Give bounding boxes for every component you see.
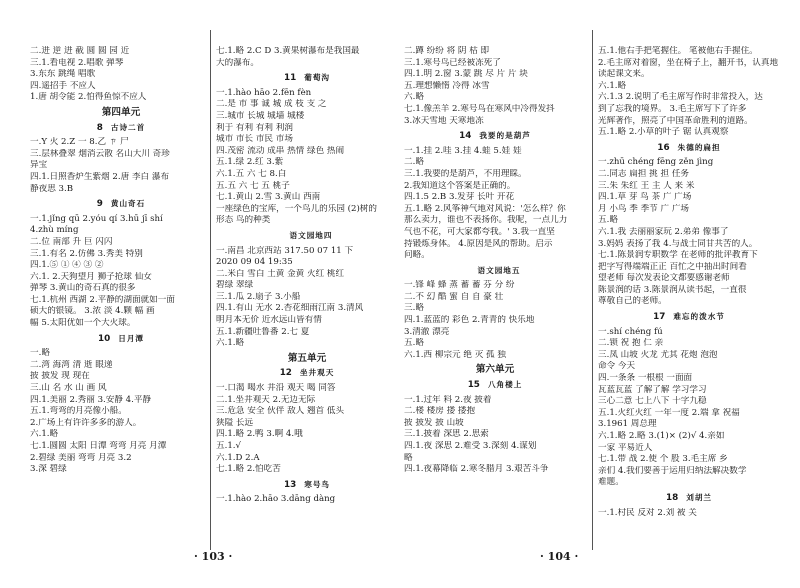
answer-line: 六.1.略 [216, 338, 245, 349]
answer-line: 2.广场上有许许多多的游人。 [30, 417, 142, 428]
lesson-title: 八角楼上 [487, 380, 523, 390]
answer-line: 六.略 [404, 92, 424, 103]
answer-line: 三.1.瓜 2.扇子 3.小船 [216, 291, 301, 302]
answer-column-4 [598, 46, 780, 546]
lesson-heading [216, 367, 398, 380]
answer-line: 二.楼 楼房 搂 搂抱 [404, 406, 476, 417]
answer-line: 五.1.√ [216, 441, 242, 451]
lesson-heading [598, 311, 780, 324]
lesson-heading [598, 492, 780, 505]
answer-line: 3.清澈 漂亮 [404, 326, 450, 337]
answer-line: 披 披发 披 山坡 [404, 417, 464, 428]
lesson-number: 10 [97, 333, 111, 344]
answer-line: 难题。 [598, 477, 624, 488]
lesson-number: 15 [467, 380, 480, 391]
answer-line: 4.zhù míng [30, 225, 79, 236]
answer-line: 五.1.弯弯的月亮像小船。 [30, 406, 127, 417]
answer-column-2 [216, 46, 398, 546]
answer-line: 一.略 [30, 348, 50, 359]
answer-line: 一.南昌 北京西站 317.50 07 11 下 [216, 245, 354, 256]
answer-line: 七.1.略 2.C D 3.黄果树瀑布是我国最 [216, 46, 360, 56]
page-number-right: · 104 · [540, 550, 579, 563]
answer-line: 三.1.我要的是葫芦，不用理睬。 [404, 168, 527, 179]
answer-line: 光辉著作，照亮了中国革命胜利的道路。 [598, 115, 753, 126]
answer-line: 六.1.D 2.A [216, 452, 260, 463]
answer-line: 五.1.绿 2.红 3.紫 [216, 157, 284, 168]
answer-line: 四.1.5 2.B 3.发芽 长叶 开花 [404, 192, 515, 203]
answer-line: 略 [404, 452, 413, 463]
answer-line: 七.1.像羔羊 2.寒号鸟在寒风中冷得发抖 [404, 103, 555, 114]
lesson-number: 12 [279, 368, 292, 379]
answer-line: 二.锁 祝 抱 仁 亲 [598, 338, 664, 349]
lesson-heading [404, 379, 586, 392]
answer-line: 七.1.杭州 西湖 2.平静的湖面就如一面 [30, 294, 175, 305]
lesson-number: 14 [459, 131, 472, 142]
answer-line: 四.1.美丽 2.秀丽 3.安静 4.平静 [30, 394, 152, 405]
answer-line: 陈景润的话 3.陈景润从读书起，一直很 [598, 284, 747, 295]
lesson-title: 日月潭 [118, 333, 145, 343]
answer-line: 问略。 [404, 250, 430, 261]
answer-line: 明月本无价 近水远山皆有情 [216, 315, 322, 326]
lesson-heading [30, 122, 212, 135]
answer-line: 异宝 [30, 160, 48, 171]
answer-line: 四.1.日照香炉生紫烟 2.唐 李白 瀑布 [30, 171, 170, 182]
lesson-heading [598, 142, 780, 155]
answer-line: 一.1.jǐng qū 2.yóu qí 3.hū jī shí [30, 213, 163, 224]
answer-line: 三.1.寒号鸟已经被冻死了 [404, 57, 501, 68]
answer-line: 碧绿 翠绿 [216, 280, 254, 291]
answer-line: 四.1.略 2.鸭 3.啊 4.哦 [216, 429, 303, 440]
answer-line: 三.城市 长城 城墙 城楼 [216, 110, 305, 121]
answer-line: 二.米白 雪白 土黄 金黄 火红 桃红 [216, 268, 345, 279]
answer-line: 一.1.村民 反对 2.刘 被 关 [598, 507, 697, 518]
answer-line: 二.湾 海湾 清 逝 眼递 [30, 359, 113, 370]
answer-line: 那么卖力，谁也不表扬你。我呢，一点儿力 [404, 215, 568, 226]
answer-line: 五.1.他右手把笔握住。 笔被他右手握住。 [598, 46, 758, 56]
answer-line: 3.妈妈 表扬了我 4.与战士同甘共苦的人。 [598, 238, 758, 249]
answer-line: 六.1.略 [30, 429, 59, 440]
lesson-number: 17 [653, 312, 666, 323]
answer-line: 六.1. 2.天狗望月 狮子抢球 仙女 [30, 271, 152, 282]
answer-line: 六.1.略 [598, 80, 627, 91]
answer-line: 2.碧绿 美丽 弯弯 月亮 3.2 [30, 452, 132, 463]
answer-column-1 [30, 46, 212, 546]
answer-line: 一.1.过年 料 2.夜 披着 [404, 394, 492, 405]
lesson-title: 难忘的泼水节 [673, 312, 725, 322]
answer-line: 静夜思 3.B [30, 183, 74, 194]
answer-line: 二.1.坐井观天 2.无边无际 [216, 394, 316, 405]
answer-column-3 [404, 46, 586, 546]
answer-line: 狭隘 长远 [216, 417, 254, 428]
answer-line: 四.茂密 流动 成串 热情 绿色 热闹 [216, 145, 345, 156]
lesson-title: 坐井观天 [299, 368, 335, 378]
answer-line: 五.略 [404, 338, 424, 349]
answer-line: 持锻炼身体。 4.原因是风的帮助。启示 [404, 238, 553, 249]
answer-line: 望老师 每次发表论文都要感谢老师 [598, 273, 730, 284]
lesson-number: 13 [283, 479, 297, 490]
answer-line: 气也不花，可大家都夸我。' 3.我一直坚 [404, 226, 555, 237]
answer-line: 二.进 逆 进 截 圆 圆 园 近 [30, 46, 130, 56]
answer-line: 1.唐 胡令能 2.怕得鱼惊不应人 [30, 92, 147, 103]
answer-line: 三.山 名 水 山 画 风 [30, 383, 107, 394]
lesson-number: 8 [96, 122, 103, 133]
answer-line: 五.1.略 2.风筝神气地对风说：'怎么样？你 [404, 203, 566, 214]
answer-line: 三.略 [404, 303, 424, 314]
lesson-title: 古诗二首 [110, 122, 146, 132]
lesson-title: 我要的是葫芦 [479, 131, 531, 141]
answer-line: 六.1.我 去丽丽家玩 2.弟弟 像事了 [598, 226, 729, 237]
answer-line: 六.1.略 2.略 3.(1)× (2)√ 4.亲如 [598, 431, 725, 441]
answer-line: 三.1.披着 深思 2.思索 [404, 429, 489, 440]
answer-line: 城市 市长 市民 市场 [216, 134, 293, 145]
page-number-left: · 103 · [194, 550, 233, 563]
answer-line: 一.Y 火 2.Z 一 8.乙 ㄗ 尸 [30, 137, 129, 148]
answer-line: 四.1.蓝蓝的 彩色 2.青青的 快乐地 [404, 315, 535, 326]
answer-line: 月 小鸟 季 季节 广 广场 [598, 203, 690, 214]
column-divider-right [592, 30, 593, 550]
lesson-title: 刘胡兰 [686, 492, 713, 502]
answer-line: 二.同志 扁担 挑 担 任务 [598, 168, 690, 179]
answer-line: 3.1961 周总理 [598, 419, 657, 430]
answer-line: 五.1.略 2.小草的叶子 锯 认真观察 [598, 127, 729, 138]
answer-line: 七.1.带 战 2.使 个 股 3.毛主席 乡 [598, 454, 728, 465]
answer-line: 七.1.略 2.怕吃苦 [216, 464, 281, 475]
answer-line: 三.危急 安全 伙伴 敌人 翘首 低头 [216, 406, 345, 417]
answer-line: 六.1.西 柳宗元 绝 灭 孤 独 [404, 349, 506, 360]
answer-line: 七.1.陈景润专职数学 在老师的批评教育下 [598, 250, 758, 261]
lesson-heading [216, 479, 398, 492]
answer-line: 二.是 市 事 诚 城 成 枝 支 之 [216, 99, 327, 110]
lesson-title: 寒号鸟 [304, 479, 331, 489]
answer-line: 一家 平易近人 [598, 442, 653, 453]
answer-line: 大的瀑布。 [216, 57, 259, 68]
lesson-number: 16 [657, 142, 670, 153]
unit-heading: 第四单元 [101, 106, 141, 118]
lesson-title: 语文园地四 [289, 230, 333, 240]
answer-line: 弹琴 3.黄山的奇石真的很多 [30, 283, 136, 294]
answer-line: 2020 09 04 19:35 [216, 257, 293, 268]
answer-line: 二.不 幻 酷 蜜 自 自 豪 壮 [404, 291, 504, 302]
answer-line: 五.1.火红火红 一年一度 2.端 拿 祝福 [598, 407, 740, 418]
answer-line: 披 披发 现 现在 [30, 371, 90, 382]
answer-line: 一.zhū chéng fēng zěn jìng [598, 157, 714, 168]
answer-line: 七.1.圆圆 太阳 日潭 弯弯 月亮 月潭 [30, 441, 167, 451]
answer-line: 三心二意 七上八下 十字九稳 [598, 396, 707, 407]
lesson-heading [30, 198, 212, 211]
lesson-heading [216, 72, 398, 85]
answer-line: 亲们 4.我们要善于运用归纳法解决数学 [598, 465, 747, 476]
answer-line: 幅 5.太阳优如一个大火球。 [30, 318, 136, 329]
lesson-number: 9 [96, 199, 103, 210]
answer-line: 读起课文来。 [598, 69, 650, 80]
answer-line: 二.位 南部 升 巨 闪闪 [30, 236, 113, 247]
answer-line: 到了忘我的境界。 3.毛主席写下了许多 [598, 103, 747, 114]
answer-line: 六.1.3 2.说明了毛主席写作时非常投入，达 [598, 92, 763, 103]
answer-line: 一.shí chéng fú [598, 326, 663, 337]
answer-line: 利于 有利 有利 利润 [216, 122, 293, 133]
answer-line: 四.1.夜 深思 2.难受 3.深刻 4.谋划 [404, 441, 537, 451]
answer-line: 五.五 六 七 五 桃子 [216, 180, 290, 191]
answer-line: 命令 今天 [598, 361, 636, 372]
answer-line: 四.1.明 2.窗 3.蒙 跳 尽 片 片 块 [404, 69, 528, 80]
answer-line: 三.1.有名 2.仿佛 3.秀美 特别 [30, 248, 143, 259]
answer-line: 硕大的银镜。 3.浓 淡 4.颗 幅 画 [30, 306, 155, 317]
lesson-title: 朱德的扁担 [677, 142, 721, 152]
lesson-heading [216, 230, 398, 243]
answer-line: 一.口渴 喝水 井沿 观天 喝 同答 [216, 383, 336, 394]
lesson-heading [404, 130, 586, 143]
answer-line: 四.1.有山 无水 2.杏花细雨江南 3.清风 [216, 303, 364, 314]
answer-line: 形态 鸟的种类 [216, 215, 271, 226]
answer-line: 三.层林叠翠 烟消云散 名山大川 奇珍 [30, 148, 170, 159]
lesson-number: 11 [283, 73, 297, 84]
answer-line: 五.1.新疆吐鲁番 2.七 夏 [216, 326, 310, 337]
lesson-title: 黄山奇石 [110, 199, 146, 209]
answer-line: 三.1.看电视 2.唱歌 弹琴 [30, 57, 124, 68]
answer-line: 瓦蓝瓦蓝 了解了解 学习学习 [598, 384, 707, 395]
unit-heading: 第五单元 [287, 352, 327, 364]
answer-line: 六.1.五 六 七 8.白 [216, 168, 287, 179]
answer-line: 五.略 [598, 215, 618, 226]
unit-heading: 第六单元 [475, 364, 515, 376]
answer-line: 一.1.hào 2.hāo 3.dāng dàng [216, 494, 336, 505]
answer-line: 一.1.挂 2.哇 3.挂 4.蛙 5.娃 娃 [404, 145, 522, 156]
answer-line: 四.遥招手 不应人 [30, 80, 96, 91]
answer-line: 2.毛主席对着窗，坐在椅子上，翻开书，认真地 [598, 57, 779, 68]
answer-line: 2.我知道这个答案是正确的。 [404, 180, 516, 191]
answer-line: 一座绿色的宝库，一个鸟儿的乐园 (2)树的 [216, 203, 377, 214]
answer-line: 四.1.⑤ ① ④ ③ ② [30, 260, 104, 271]
answer-line: 一.1.hào hāo 2.fēn fèn [216, 87, 312, 98]
answer-line: 3.深 碧绿 [30, 464, 67, 475]
answer-line: 尊敬自己的老师。 [598, 296, 667, 307]
answer-line: 二.蹲 纷纷 将 阴 枯 即 [404, 46, 490, 56]
answer-line: 二.略 [404, 157, 424, 168]
answer-line: 五.理想懒惰 冷得 冰雪 [404, 80, 490, 91]
answer-line: 3.冰天雪地 天寒地冻 [404, 115, 484, 126]
answer-line: 四.一条条 一根根 一面面 [598, 373, 693, 384]
lesson-title: 葡萄沟 [304, 73, 331, 83]
answer-line: 三.凤 山坡 火龙 尤其 花炮 泡泡 [598, 349, 718, 360]
lesson-heading [404, 265, 586, 278]
answer-line: 一.锋 峰 蜂 蒸 蓄 蓄 芬 分 纷 [404, 280, 515, 291]
answer-line: 七.1.黄山 2.雪 3.黄山 西南 [216, 192, 321, 203]
lesson-title: 语文园地五 [477, 265, 521, 275]
answer-line: 四.1.草 芽 鸟 茶 广 广场 [598, 192, 692, 203]
lesson-number: 18 [665, 492, 679, 503]
answer-line: 三.朱 朱红 王 主 人 来 米 [598, 180, 695, 191]
answer-line: 3.东东 跳绳 唱歌 [30, 69, 96, 80]
answer-line: 把字写得端端正正 百忙之中抽出时间看 [598, 261, 747, 272]
lesson-heading [30, 333, 212, 346]
answer-line: 四.1.夜幕降临 2.寒冬腊月 3.艰苦斗争 [404, 464, 549, 475]
